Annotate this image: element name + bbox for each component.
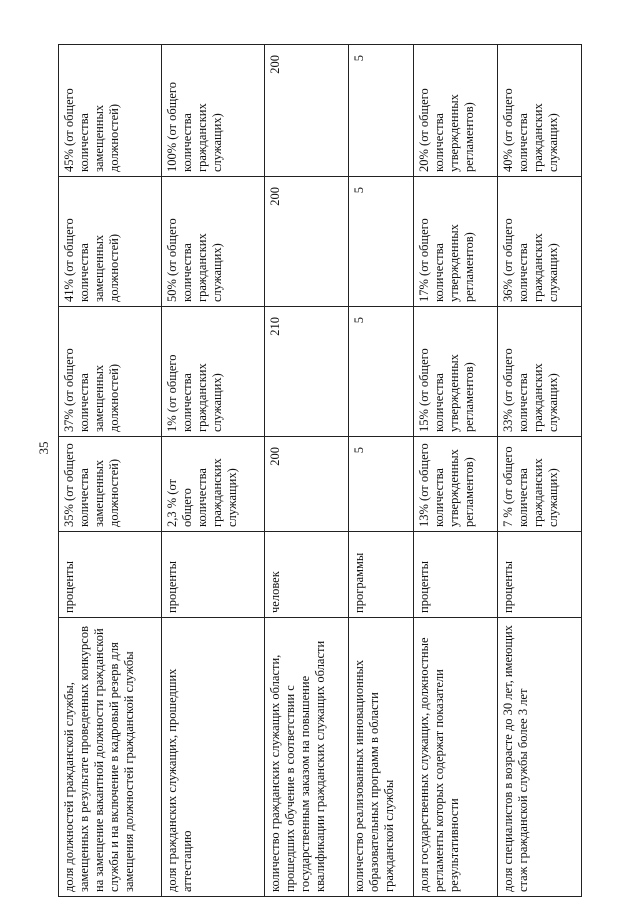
unit-cell: проценты — [413, 532, 497, 618]
value-cell: 2,3 % (от общего количества гражданских служащих) — [161, 437, 264, 532]
value-cell: 5 — [348, 45, 413, 177]
value-cell: 1% (от общего количества гражданских служащих) — [161, 307, 264, 437]
value-cell: 40% (от общего количества гражданских служащих) — [497, 45, 581, 177]
value-cell: 200 — [264, 45, 348, 177]
value-cell: 7 % (от общего количества гражданских служащих) — [497, 437, 581, 532]
page-number: 35 — [36, 441, 51, 455]
unit-cell: проценты — [497, 532, 581, 618]
indicator-cell: количество реализованных инновационных образовательных программ в области гражданской службы — [348, 618, 413, 897]
value-cell: 5 — [348, 307, 413, 437]
indicator-cell: доля гражданских служащих, прошедших аттестацию — [161, 618, 264, 897]
table-row — [161, 45, 264, 897]
value-cell: 210 — [264, 307, 348, 437]
table-row — [348, 45, 413, 897]
value-cell: 37% (от общего количества замещенных должностей) — [59, 307, 162, 437]
indicator-cell: доля должностей гражданской службы, замещенных в результате проведенных конкурсов на замещение вакантной должности гражданской службы и на включение в кадровый резерв для замещения должностей гражданской службы — [59, 618, 162, 897]
value-cell: 13% (от общего количества утвержденных регламентов) — [413, 437, 497, 532]
value-cell: 33% (от общего количества гражданских служащих) — [497, 307, 581, 437]
unit-cell: проценты — [59, 532, 162, 618]
indicator-cell: доля специалистов в возрасте до 30 лет, имеющих стаж гражданской службы более 3 лет — [497, 618, 581, 897]
table-row — [413, 45, 497, 897]
value-cell: 200 — [264, 177, 348, 307]
value-cell: 5 — [348, 437, 413, 532]
value-cell: 5 — [348, 177, 413, 307]
table-row — [264, 45, 348, 897]
indicator-cell: количество гражданских служащих области, прошедших обучение в соответствии с государственным заказом на повышение квалификации гражданских служащих области — [264, 618, 348, 897]
value-cell: 41% (от общего количества замещенных должностей) — [59, 177, 162, 307]
value-cell: 50% (от общего количества гражданских служащих) — [161, 177, 264, 307]
value-cell: 100% (от общего количества гражданских служащих) — [161, 45, 264, 177]
unit-cell: проценты — [161, 532, 264, 618]
value-cell: 45% (от общего количества замещенных должностей) — [59, 45, 162, 177]
value-cell: 36% (от общего количества гражданских служащих) — [497, 177, 581, 307]
value-cell: 15% (от общего количества утвержденных регламентов) — [413, 307, 497, 437]
value-cell: 200 — [264, 437, 348, 532]
table-row — [59, 45, 162, 897]
table-row — [497, 45, 581, 897]
unit-cell: программы — [348, 532, 413, 618]
unit-cell: человек — [264, 532, 348, 618]
indicator-cell: доля государственных служащих, должностные регламенты которых содержат показатели результативности — [413, 618, 497, 897]
indicators-table — [58, 44, 582, 897]
value-cell: 20% (от общего количества утвержденных регламентов) — [413, 45, 497, 177]
value-cell: 17% (от общего количества утвержденных регламентов) — [413, 177, 497, 307]
indicators-table-wrapper — [58, 45, 582, 897]
value-cell: 35% (от общего количества замещенных должностей) — [59, 437, 162, 532]
